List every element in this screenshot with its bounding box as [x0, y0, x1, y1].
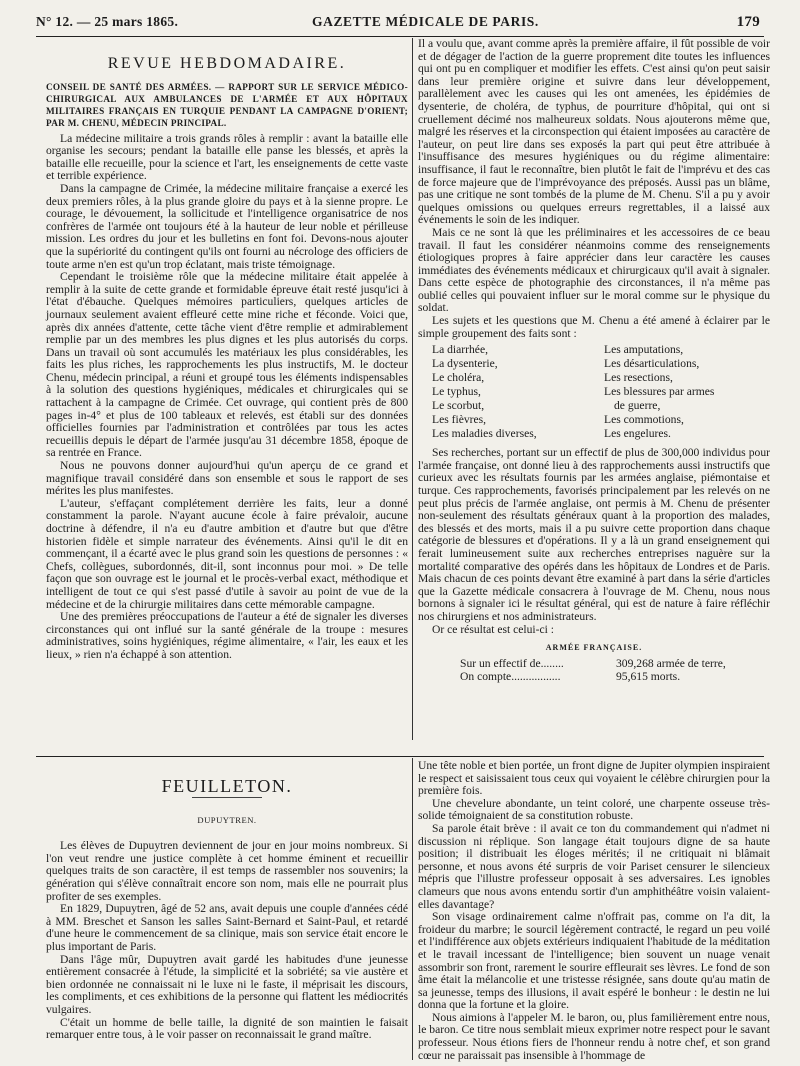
list-item: Les engelures.: [604, 427, 671, 441]
feuilleton-paragraph: Son visage ordinairement calme n'offrait pas, comme on l'a dit, la froideur du marbre; le sourcil légèrement contracté, le regard un peu voilé et l'indifférence aux objets extérieurs indiquaient l'habitude de la méditation et le travail incessant de l'intelligence; bien souvent un nuage venait assombrir son front, rarement le sourire effleurait ses lèvres. Le fond de son âme était la mélancolie et une tristesse résignée, sans doute qu'au matin de sa jeunesse, temps des illusions, il avait espéré le bonheur : le destin ne lui donna que la fortune et la gloire.: [418, 910, 770, 1012]
revue-paragraph: Il a voulu que, avant comme après la première affaire, il fût possible de voir et de dégager de l'action de la guerre proprement dite toutes les influences qui ont pu en compliquer et modifier les effets. C'est ainsi qu'on peut saisir dans leur première origine et suivre dans leur développement, parallèlement avec les causes qui les ont amenées, les épidémies de dysenterie, de choléra, de typhus, de pourriture d'hôpital, qui ont si cruellement décimé nos malheureux soldats. Nous ajouterons même que, malgré les réserves et la circonspection qui étaient imposées au caractère de l'auteur, on peut lire dans ses exposés la part qui peut être attribuée à l'insuffisance des mesures hygiéniques ou du régime alimentaire: insuffisance, il faut le reconnaître, bien plutôt le fait de l'imprévu et des cas de force majeure que de l'imprévoyance des préposés. Aussi pas un blâme, pas une critique ne sont tombés de la plume de M. Chenu. S'il a pu y avoir quelques omissions ou quelques erreurs regrettables, il a laissé aux événements le soin de les indiquer.: [418, 37, 770, 227]
list-item: Les fièvres,: [432, 413, 487, 427]
revue-right-column: [418, 38, 770, 683]
revue-left-column: [46, 55, 408, 662]
column-divider: [412, 38, 413, 740]
revue-title: REVUE HEBDOMADAIRE.: [107, 55, 347, 72]
revue-question: Or ce résultat est celui-ci :: [432, 622, 555, 636]
revue-paragraph: Dans la campagne de Crimée, la médecine militaire française a exercé les deux premiers rôles, à la plus grande gloire du pays et à la sienne propre. Le courage, le dévouement, la sollicitude et l'intelligence organisatrice de nos confrères de l'armée ont toujours été à la hauteur de leur noble et périlleuse mission. Les ordres du jour et les bulletins en font foi. Devons-nous ajouter que la supériorité du contingent qu'ils ont fourni au nécrologe des officiers de toute arme n'en est qu'un trop éclatant, mais triste témoignage.: [46, 181, 408, 271]
revue-paragraph: Les sujets et les questions que M. Chenu a été amené à éclairer par le simple groupement des faits sont :: [418, 314, 770, 340]
list-item: Les commotions,: [604, 413, 684, 427]
list-item: La dysenterie,: [432, 357, 498, 371]
stats-title: ARMÉE FRANÇAISE.: [545, 643, 643, 653]
list-item: Le scorbut,: [432, 399, 485, 413]
list-item: Le typhus,: [432, 385, 481, 399]
revue-intro: CONSEIL DE SANTÉ DES ARMÉES. — RAPPORT SUR LE SERVICE MÉDICO-CHIRURGICAL AUX AMBULANCES DE L'ARMÉE ET AUX HÔPITAUX MILITAIRES FRANÇAIS EN TURQUIE PENDANT LA CAMPAGNE D'ORIENT; PAR M. CHENU, MÉDECIN PRINCIPAL.: [46, 81, 408, 128]
revue-paragraph: Mais ce ne sont là que les préliminaires et les accessoires de ce beau travail. Il faut les considérer néanmoins comme des renseignements étiologiques propres à faire apprécier dans leur caractère les causes immédiates des événements médicaux et chirurgicaux qu'il avait à signaler. Dans cette espèce de photographie des circonstances, il n'a même pas oublié celles qui pouvaient influer sur le moral comme sur le physique du soldat.: [418, 225, 770, 315]
stats-row: [418, 671, 770, 684]
page-number: 179: [736, 14, 760, 30]
revue-paragraph: Une des premières préoccupations de l'auteur a été de signaler les diverses circonstances qui ont influé sur la santé générale de la troupe : mesures administratives, soins hygiéniques, régime alimentaire, « l'air, les eaux et les lieux, » rien n'a échappé à son attention.: [46, 610, 408, 661]
feuilleton-right-column: [418, 760, 770, 1062]
stats-label: Sur un effectif de........: [460, 656, 564, 670]
stats-value: 309,268 armée de terre,: [616, 656, 726, 670]
column-divider: [412, 758, 413, 1060]
list-item: La diarrhée,: [432, 343, 488, 357]
list-item: Les maladies diverses,: [432, 427, 537, 441]
feuilleton-paragraph: Une chevelure abondante, un teint coloré, une charpente osseuse très-solide témoignaient de sa constitution robuste.: [418, 796, 770, 823]
revue-paragraph: Nous ne pouvons donner aujourd'hui qu'un aperçu de ce grand et magnifique travail considéré dans son ensemble et sous le rapport de ses mérites les plus manifestes.: [46, 459, 408, 498]
stats-label: On compte.................: [460, 669, 561, 683]
feuilleton-left-column: [46, 776, 408, 1042]
stats-row: [418, 658, 770, 671]
feuilleton-paragraph: C'était un homme de belle taille, la dignité de son maintien le faisait remarquer entre tous, à le voir passer on reconnaissait le grand maître.: [46, 1015, 408, 1042]
list-item: Le choléra,: [432, 371, 485, 385]
feuilleton-subtitle: DUPUYTREN.: [197, 814, 257, 825]
revue-paragraph: La médecine militaire a trois grands rôles à remplir : avant la bataille elle organise les secours; pendant la bataille elle panse les blessés, et après la bataille elle recueille, pour la science et l'art, les enseignements de cette vaste et terrible expérience.: [46, 131, 408, 183]
list-item: Les amputations,: [604, 343, 684, 357]
topics-list: [432, 343, 770, 441]
masthead: [36, 14, 764, 36]
title-rule: [192, 797, 262, 798]
list-item: Les désarticulations,: [604, 357, 700, 371]
feuilleton-rule: [36, 756, 764, 757]
feuilleton-paragraph: Nous aimions à l'appeler M. le baron, ou, plus familièrement entre nous, le baron. Ce titre nous semblait mieux exprimer notre respect pour le savant professeur. Nous étions fiers de l'honneur rendu à notre chef, et son grand cœur ne paraissait pas insensible à l'hommage de: [418, 1010, 770, 1062]
feuilleton-paragraph: Les élèves de Dupuytren deviennent de jour en jour moins nombreux. Si l'on veut rendre une justice complète à cet homme éminent et recueillir quelques traits de son caractère, il est temps de rassembler nos souvenirs; la génération qui s'élève connaîtrait encore son nom, mais elle ne pourrait plus profiter de ses exemples.: [46, 839, 408, 903]
feuilleton-paragraph: Dans l'âge mûr, Dupuytren avait gardé les habitudes d'une jeunesse entièrement consacrée à l'étude, la simplicité et la sobriété; sa vie austère et bien ordonnée ne connaissait ni le luxe ni le faste, il méprisait les discours, les compliments, et ces exhibitions de la personne qui flattent les médiocrités vulgaires.: [46, 952, 408, 1016]
revue-paragraph: Cependant le troisième rôle que la médecine militaire était appelée à remplir à la suite de cette grande et formidable épreuve était resté jusqu'ici à l'état d'ébauche. Quelques mémoires particuliers, quelques articles de journaux seulement avaient effleuré cette mine riche et féconde. Voici que, après dix années d'attente, cette tâche vient d'être remplie et admirablement remplie par un des membres les plus dignes et les plus autorisés du corps. Dans un travail où sont accumulés les matériaux les plus considérables, les faits les plus riches, les rapprochements les plus instructifs, M. le docteur Chenu, médecin principal, a réuni et groupé tous les éléments indispensables à la solution des questions hygiéniques, médicales et chirurgicales qui se rattachent à la campagne de Crimée. Cet ouvrage, qui contient près de 800 pages in-4° et plus de 100 tableaux et relevés, est établi sur des données officielles fournies par l'administration et contrôlées par tous les actes recueillis depuis le départ de l'armée jusqu'au 31 décembre 1858, époque de sa rentrée en France.: [46, 270, 408, 460]
revue-paragraph: Ses recherches, portant sur un effectif de plus de 300,000 individus pour l'armée française, ont donné lieu à des rapprochements aussi instructifs que curieux avec les résultats fournis par les armées anglaise, piémontaise et turque. Ces rapprochements, favorisés principalement par les relevés on ne peut plus précis de l'armée anglaise, ont permis à M. Chenu de présenter non-seulement des résultats généraux quant à la proportion des malades, des blessés et des morts, mais il a pu suivre cette proportion dans chaque catégorie de blessures et d'opérations. Il y a là un grand enseignement qui ferait lumineusement suite aux recherches entreprises naguère sur la mortalité comparative des opérés dans les hôpitaux de Londres et de Paris. Mais chacun de ces points devant être examiné à part dans la série d'articles que la Gazette médicale consacrera à l'ouvrage de M. Chenu, nous nous bornons à signaler ici le résultat général, qui est de nature à faire réfléchir nos chirurgiens et nos administrateurs.: [418, 446, 770, 623]
stats-value: 95,615 morts.: [616, 669, 681, 683]
list-item: Les resections,: [604, 371, 673, 385]
feuilleton-paragraph: Une tête noble et bien portée, un front digne de Jupiter olympien inspiraient le respect et saisissaient tous ceux qui voyaient le célèbre chirurgien pour la première fois.: [418, 759, 770, 798]
list-item: Les blessures par armes: [604, 385, 715, 399]
revue-paragraph: L'auteur, s'effaçant complétement derrière les faits, leur a donné constamment la parole. N'ayant aucune école à faire prévaloir, aucune doctrine à défendre, il n'a eu d'autre ambition et d'autre but que d'être historien fidèle et simple narrateur des événements. Ainsi qu'il le dit en commençant, il a écarté avec le plus grand soin les questions de personnes : « Chefs, collègues, subordonnés, dit-il, sont inconnus pour moi. » De telle façon que son ouvrage est le journal et le procès-verbal exact, méthodique et intelligent de tout ce qui s'est passé d'utile à savoir au point de vue de la médecine et de la chirurgie militaires dans cette mémorable campagne.: [46, 496, 408, 611]
list-item: de guerre,: [614, 399, 661, 413]
feuilleton-paragraph: Sa parole était brève : il avait ce ton du commandement qui n'admet ni discussion ni réplique. Son langage était toujours digne de sa haute position; il distribuait les éloges mérités; il ne critiquait ni blâmait personne, et nous avons été surpris de voir Pariset censurer le silencieux mépris que l'illustre professeur opposait à ses adversaires. Les ignobles clameurs que nous avons entendu sortir d'un amphithéâtre voisin valaient-elles davantage?: [418, 821, 770, 911]
feuilleton-paragraph: En 1829, Dupuytren, âgé de 52 ans, avait depuis une couple d'années cédé à MM. Breschet et Sanson les salles Saint-Bernard et Saint-Paul, et retardé d'une heure le commencement de sa clinique, mais son service était encore le plus important de Paris.: [46, 902, 408, 953]
feuilleton-title: FEUILLETON.: [161, 776, 293, 796]
issue-number: N° 12. — 25 mars 1865.: [36, 14, 179, 29]
journal-title: GAZETTE MÉDICALE DE PARIS.: [312, 14, 539, 29]
